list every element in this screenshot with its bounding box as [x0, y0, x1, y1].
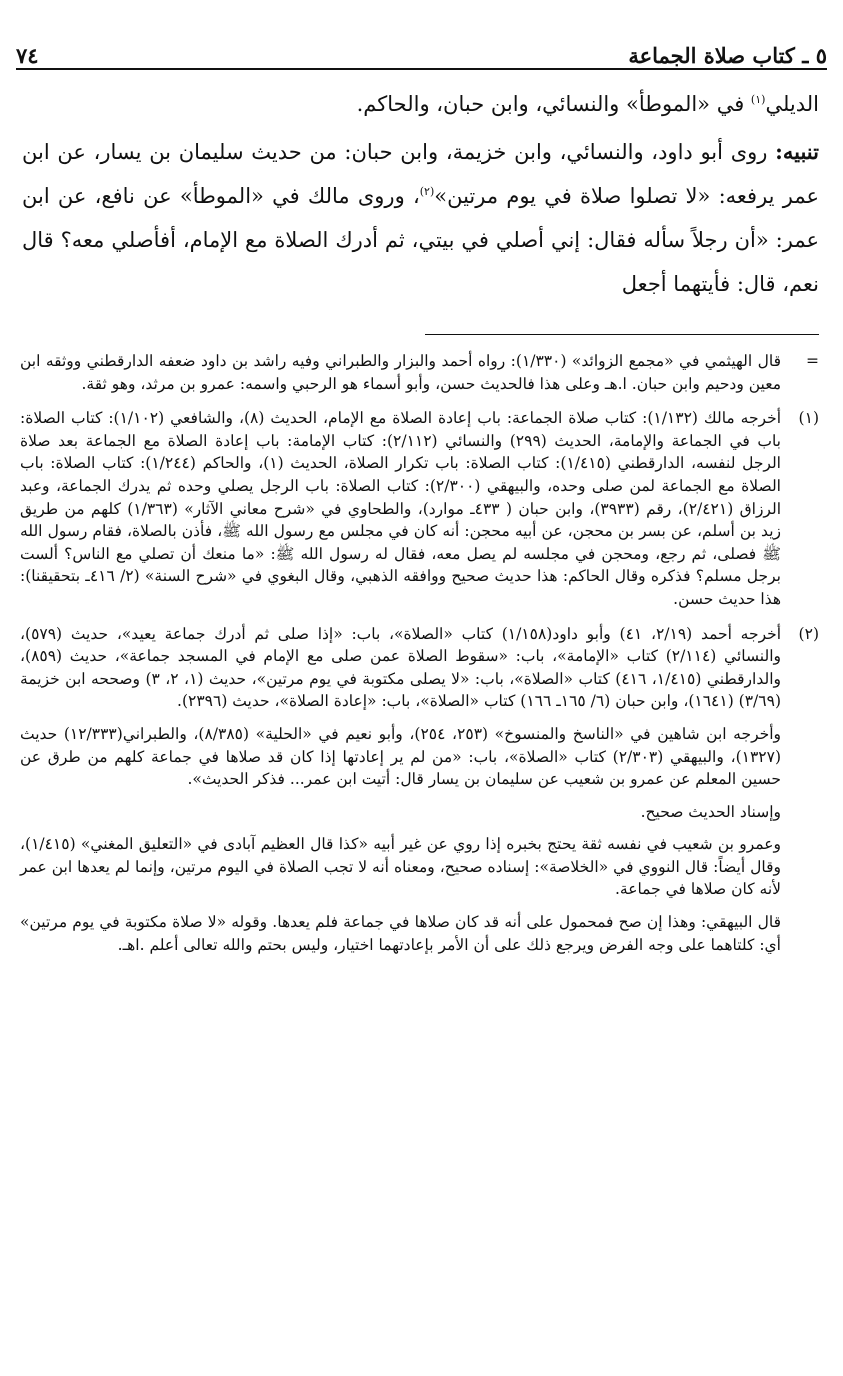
footnote-ref-2[interactable]: (٢)	[419, 185, 435, 198]
footnote-1-marker: (١)	[798, 409, 819, 428]
footnote-2	[20, 623, 819, 957]
footnote-2-para-1: أخرجه أحمد (٢/١٩، ٤١) وأبو داود(١/١٥٨) كتاب «الصلاة»، باب: «إذا صلى ثم أدرك جماعة يعيد»، حديث (٥٧٩)، والنسائي (٢/١١٤) كتاب «الإمامة»، باب: «سقوط الصلاة عمن صلى مع الإمام في المسجد جماعة»، حديث (٨٥٩)، والدارقطني (١/٤١٥، ٤١٦) كتاب «الصلاة»، باب: «لا يصلى مكتوبة في يوم مرتين»، حديث (١، ٢، ٣) وصححه ابن خزيمة (٣/٦٩) (١٦٤١)، وابن حبان (٦/ ١٦٥ـ ١٦٦) كتاب «الصلاة»، باب: «إعادة الصلاة»، حديث (٢٣٩٦).	[20, 624, 782, 711]
main-paragraph-1: الديلي$^{(١)}$ في «الموطأ» والنسائي، وابن حبان، والحاكم.	[356, 92, 819, 116]
footnote-2-marker: (٢)	[798, 624, 819, 643]
running-header	[16, 28, 827, 68]
footnote-2-para-2: وأخرجه ابن شاهين في «الناسخ والمنسوخ» (٢٥٣، ٢٥٤)، وأبو نعيم في «الحلية» (٨/٣٨٥)، والطبراني(١٢/٣٣٣) حديث (١٣٢٧)، والبيهقي (٢/٣٠٣) كتاب «الصلاة»، باب: «من لم ير إعادتها إذا كان قد صلاها في جماعة كلهم من طرق عن حسين المعلم عن عمرو بن شعيب عن سليمان بن يسار قال: أتيت ابن عمر... فذكر الحديث».	[20, 724, 781, 789]
footnote-1: (١) أخرجه مالك (١/١٣٢): كتاب صلاة الجماعة: باب إعادة الصلاة مع الإمام، الحديث (٨)، والشافعي (١/١٠٢): كتاب الصلاة: باب في الجماعة والإمامة، الحديث (٢٩٩) والنسائي (٢/١١٢): كتاب الإمامة: باب إعادة الصلاة مع الجماعة بعد صلاة الرجل لنفسه، الدارقطني (١/٤١٥): كتاب الصلاة: باب تكرار الصلاة، الحديث (١)، والحاكم (١/٢٤٤): كتاب الصلاة: باب الصلاة مع الجماعة لمن صلى وحده، والبيهقي (٢/٣٠٠): كتاب الصلاة: باب الرجل يصلي وحده ثم يدرك الجماعة، وعبد الرزاق (٢/٤٢١)، رقم (٣٩٣٣)، وابن حبان ( ٤٣٣ـ موارد)، والطحاوي في «شرح معاني الآثار» (١/٣٦٣) كلهم من طريق زيد بن أسلم، عن بسر بن محجن، عن أبيه محجن: أنه كان في مجلس مع رسول الله ﷺ، فأذن بالصلاة، فقام رسول الله ﷺ فصلى، ثم رجع، ومحجن في مجلسه لم يصل معه، فقال له رسول الله ﷺ: «ما منعك أن تصلي مع الناس؟ ألست برجل مسلم؟ فذكره وقال الحاكم: هذا حديث صحيح ووافقه الذهبي، وقال البغوي في «شرح السنة» (٢/ ٤١٦ـ بتحقيقنا): هذا حديث حسن.	[20, 409, 819, 608]
footnote-2-para-3: وإسناد الحديث صحيح.	[640, 802, 781, 821]
header-rule	[16, 68, 827, 70]
footnote-ref-1[interactable]: (١)	[750, 93, 766, 106]
main-text	[22, 82, 819, 306]
tanbih-paragraph: تنبيه: روى أبو داود، والنسائي، وابن خزيمة، وابن حبان: من حديث سليمان بن يسار، عن ابن عمر يرفعه: «لا تصلوا صلاة في يوم مرتين»$^{(٢)}$، وروى مالك في «الموطأ» عن نافع، عن ابن عمر: «أن رجلاً سأله فقال: إني أصلي في بيتي، ثم أدرك الصلاة مع الإمام، أفأصلي معه؟ قال نعم، قال: فأيتهما أجعل	[22, 139, 819, 296]
continuation-marker: =	[806, 352, 819, 370]
page-number: ٧٤	[16, 43, 39, 68]
footnote-2-para-5: قال البيهقي: وهذا إن صح فمحمول على أنه قد كان صلاها في جماعة فلم يعدها. وقوله «لا صلاة مكتوبة في يوم مرتين» أي: كلتاهما على وجه الفرض ويرجع ذلك على أن الأمر بإعادتهما اختيار، وليس بحتم والله تعالى أعلم .اهـ.	[20, 913, 782, 954]
tanbih-label: تنبيه:	[775, 139, 819, 164]
footnote-separator	[425, 334, 819, 335]
footnote-continuation: = قال الهيثمي في «مجمع الزوائد» (١/٣٣٠): رواه أحمد والبزار والطبراني وفيه راشد بن داود ضعفه الدارقطني ووثقه ابن معين ودحيم وابن حبان. ا.هـ وعلى هذا فالحديث حسن، وأبو أسماء هو الرحبي واسمه: عمرو بن مرثد، وهو ثقة.	[20, 352, 819, 393]
footnotes	[20, 350, 819, 968]
chapter-title: ٥ ـ كتاب صلاة الجماعة	[628, 43, 827, 68]
footnote-2-para-4: وعمرو بن شعيب في نفسه ثقة يحتج بخبره إذا روي عن غير أبيه «كذا قال العظيم آبادى في «التعليق المغني» (١/٤١٥)، وقال أيضاً: قال النووي في «الخلاصة»: إسناده صحيح، ومعناه أنه لا تجب الصلاة في اليوم مرتين، وإنما لم يعدها ابن عمر لأنه كان صلاها في جماعة.	[20, 835, 781, 899]
